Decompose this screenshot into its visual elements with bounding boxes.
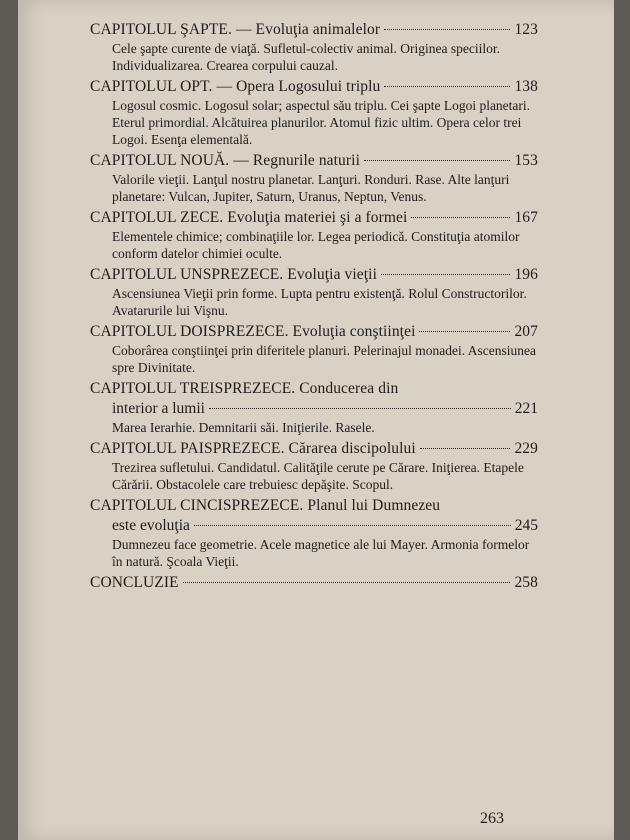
page-number: 153 (514, 152, 538, 169)
dot-leader (384, 86, 510, 87)
chapter-title: CAPITOLUL ŞAPTE. — Evoluţia animalelor (90, 21, 381, 38)
page-number: 138 (514, 78, 538, 95)
page-number: 207 (514, 323, 538, 340)
dot-leader (183, 582, 511, 583)
toc-entry (90, 151, 538, 205)
dot-leader (381, 274, 510, 275)
toc-entry (90, 265, 538, 319)
chapter-summary: Coborârea conştiinţei prin diferitele planuri. Pelerinajul monadei. Ascensiunea spre Divinitate. (112, 343, 536, 375)
chapter-summary: Trezirea sufletului. Candidatul. Calităţile cerute pe Cărare. Iniţierea. Etapele Cărării. Obstacolele care trebuiesc depăşite. Scopul. (112, 460, 524, 492)
toc-entry (90, 208, 538, 262)
page-number: 123 (514, 21, 538, 38)
chapter-title: CAPITOLUL DOISPREZECE. Evoluţia conştiinţei (90, 323, 416, 340)
toc-entry (90, 20, 538, 74)
chapter-summary: Marea Ierarhie. Demnitarii săi. Iniţierile. Rasele. (112, 420, 375, 435)
toc-entry (90, 439, 538, 493)
chapter-title: CAPITOLUL TREISPREZECE. Conducerea din (90, 380, 399, 397)
toc-entry (90, 379, 538, 436)
chapter-title: CAPITOLUL OPT. — Opera Logosului triplu (90, 78, 381, 95)
folio-page-number: 263 (480, 810, 504, 827)
toc-entry (90, 496, 538, 570)
page-number: 167 (514, 209, 538, 226)
chapter-summary: Ascensiunea Vieţii prin forme. Lupta pentru existenţă. Rolul Constructorilor. Avatarurile lui Vişnu. (112, 286, 527, 318)
toc-entry (90, 322, 538, 376)
chapter-summary: Logosul cosmic. Logosul solar; aspectul său triplu. Cei şapte Logoi planetari. Eterul primordial. Alcătuirea planurilor. Atomul fizic ultim. Opera celor trei Logoi. Esenţa elementală. (112, 98, 531, 147)
chapter-title-continued: interior a lumii (112, 400, 205, 417)
dot-leader (419, 331, 510, 332)
page-number: 196 (514, 266, 538, 283)
chapter-title: CAPITOLUL PAISPREZECE. Cărarea discipolului (90, 440, 416, 457)
page-number: 221 (514, 400, 538, 417)
toc-entry (90, 573, 538, 593)
page-number: 258 (514, 574, 538, 591)
dot-leader (209, 408, 511, 409)
table-of-contents (90, 20, 538, 596)
chapter-summary: Dumnezeu face geometrie. Acele magnetice ale lui Mayer. Armonia formelor în natură. Şcoala Vieţii. (112, 537, 530, 569)
chapter-summary: Valorile vieţii. Lanţul nostru planetar. Lanţuri. Ronduri. Rase. Alte lanţuri planetare: Vulcan, Jupiter, Saturn, Uranus, Neptun, Venus. (112, 172, 510, 204)
chapter-title: CONCLUZIE (90, 574, 179, 591)
chapter-title: CAPITOLUL NOUĂ. — Regnurile naturii (90, 152, 360, 169)
page-number: 245 (514, 517, 538, 534)
chapter-title-continued: este evoluţia (112, 517, 190, 534)
chapter-title: CAPITOLUL UNSPREZECE. Evoluţia vieţii (90, 266, 377, 283)
book-page (18, 0, 614, 840)
dot-leader (411, 217, 510, 218)
dot-leader (384, 29, 510, 30)
page-number: 229 (514, 440, 538, 457)
chapter-title: CAPITOLUL CINCISPREZECE. Planul lui Dumnezeu (90, 497, 441, 514)
dot-leader (364, 160, 510, 161)
chapter-summary: Cele şapte curente de viaţă. Sufletul-colectiv animal. Originea speciilor. Individualizarea. Crearea corpului cauzal. (112, 41, 500, 73)
toc-entry (90, 77, 538, 148)
chapter-title: CAPITOLUL ZECE. Evoluţia materiei şi a formei (90, 209, 408, 226)
dot-leader (420, 448, 511, 449)
dot-leader (194, 525, 511, 526)
chapter-summary: Elementele chimice; combinaţiile lor. Legea periodică. Constituţia atomilor conform datelor chimiei oculte. (112, 229, 520, 261)
